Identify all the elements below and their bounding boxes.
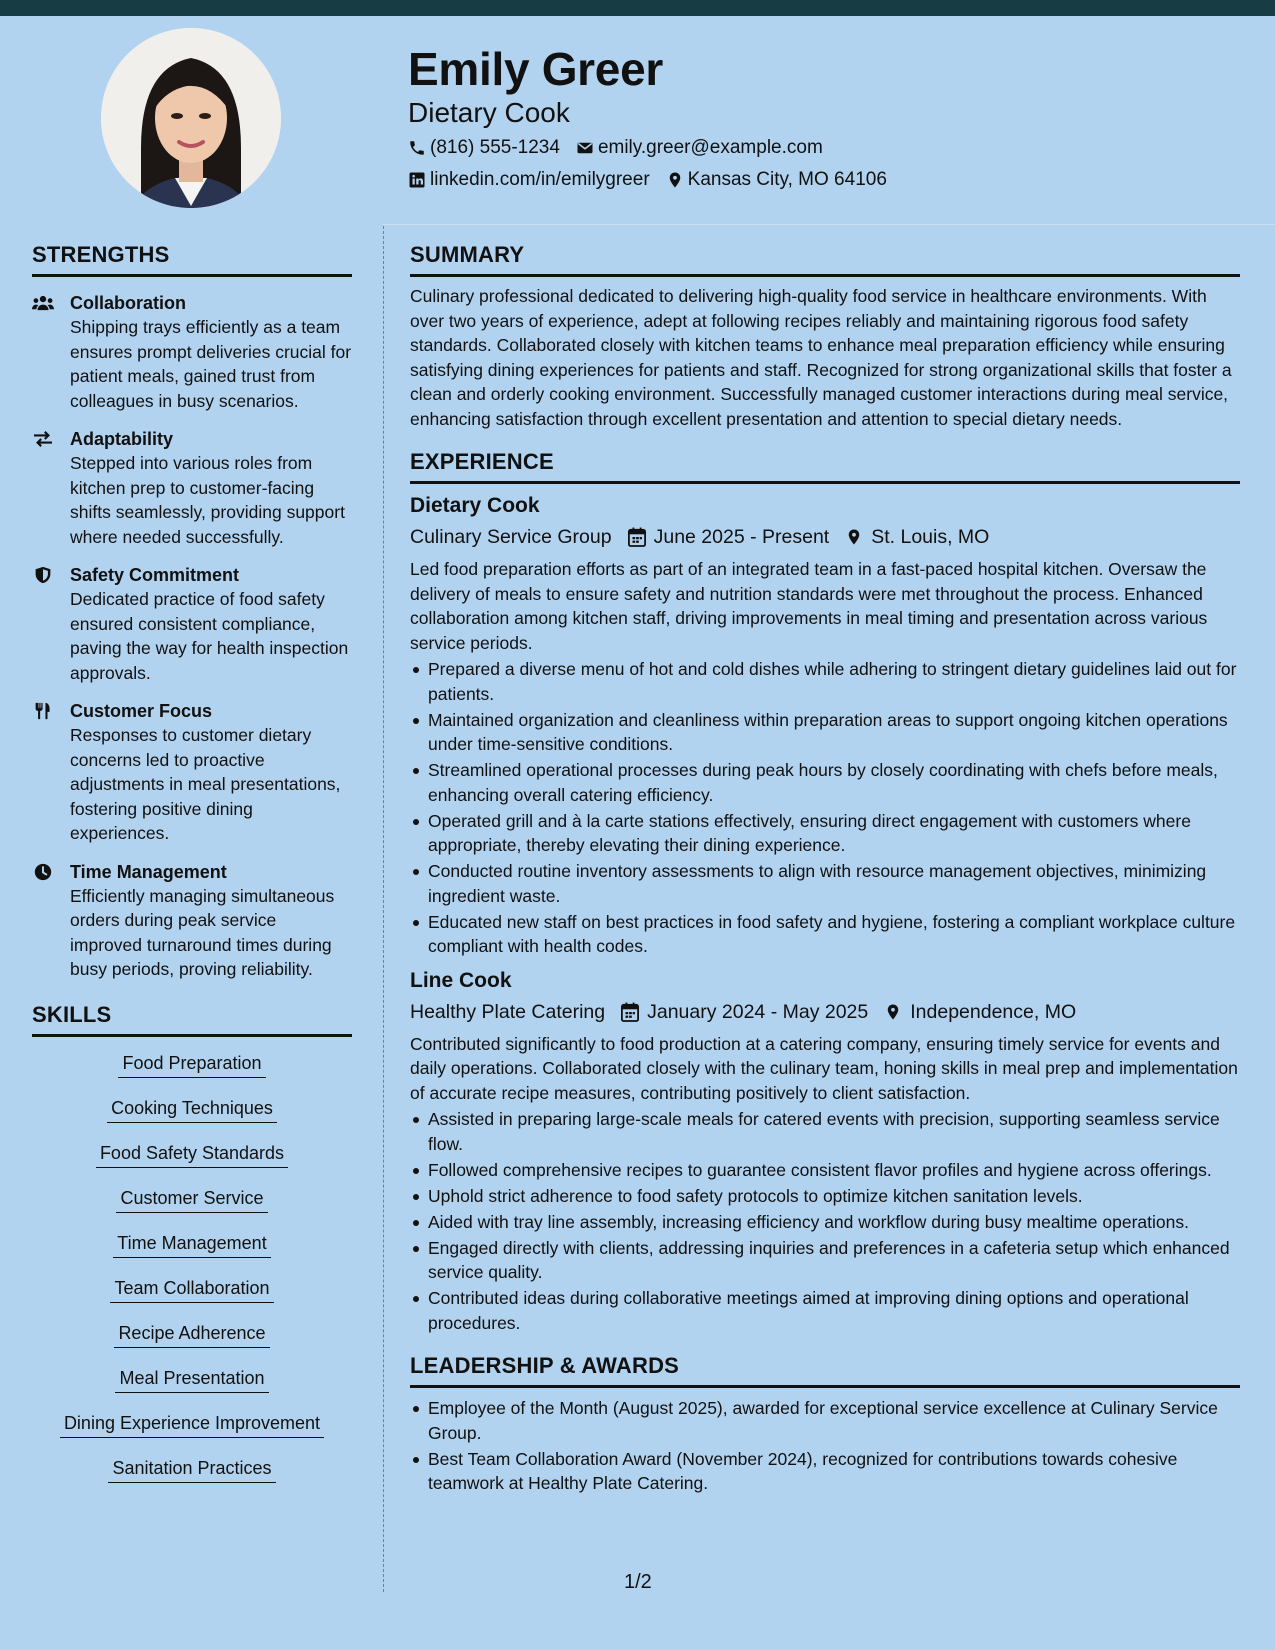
skill-tag: Sanitation Practices xyxy=(108,1456,275,1483)
candidate-name: Emily Greer xyxy=(408,43,663,95)
linkedin-contact[interactable] xyxy=(408,164,650,196)
section-rule xyxy=(410,481,1240,484)
summary-heading: SUMMARY xyxy=(410,242,525,267)
bullet-item: Assisted in preparing large-scale meals for catered events with precision, supporting seamless service flow. xyxy=(410,1107,1240,1156)
bullet-item: Operated grill and à la carte stations effectively, ensuring direct engagement with customers where appropriate, thereby elevating their dining experience. xyxy=(410,809,1240,858)
strength-title: Adaptability xyxy=(70,429,174,449)
bullet-item: Aided with tray line assembly, increasing efficiency and workflow during busy mealtime operations. xyxy=(410,1210,1240,1235)
skill-tag: Time Management xyxy=(113,1231,270,1258)
bullet-item: Educated new staff on best practices in food safety and hygiene, fostering a compliant workplace culture compliant with health codes. xyxy=(410,910,1240,959)
map-pin-icon xyxy=(845,527,863,547)
skill-tag: Recipe Adherence xyxy=(114,1321,269,1348)
job-description: Contributed significantly to food production at a catering company, ensuring timely service for events and daily operations. Collaborated closely with the culinary team, honing skills in meal prep and implementation of accurate recipe measures, contributing positively to client satisfaction. xyxy=(410,1033,1238,1103)
email-contact[interactable] xyxy=(576,132,823,164)
job-dates: June 2025 - Present xyxy=(653,526,830,548)
right-column xyxy=(410,240,1240,1497)
email-address[interactable]: emily.greer@example.com xyxy=(597,137,823,158)
phone-contact xyxy=(408,132,560,164)
strength-item xyxy=(32,860,352,982)
calendar-icon xyxy=(628,527,646,547)
skill-tag: Meal Presentation xyxy=(115,1366,268,1393)
skill-tag: Team Collaboration xyxy=(110,1276,273,1303)
phone-icon xyxy=(408,139,426,157)
header-divider xyxy=(383,224,1275,225)
linkedin-icon xyxy=(408,171,426,189)
location-contact xyxy=(666,164,887,196)
bullet-item: Streamlined operational processes during peak hours by closely coordinating with chefs before meals, enhancing overall catering efficiency. xyxy=(410,758,1240,807)
utensils-icon xyxy=(32,702,54,720)
strength-desc: Stepped into various roles from kitchen prep to customer-facing shifts seamlessly, providing support where needed successfully. xyxy=(70,453,345,547)
section-rule xyxy=(410,274,1240,277)
awards-list xyxy=(410,1396,1240,1496)
shield-icon xyxy=(32,566,54,584)
users-icon xyxy=(32,294,54,312)
job-description: Led food preparation efforts as part of an integrated team in a fast-paced hospital kitchen. Oversaw the delivery of meals to ensure safety and nutrition standards were met throughout the process. Enhanced collaboration among kitchen staff, driving improvements in meal timing and presentation across various service periods. xyxy=(410,559,1208,653)
arrows-exchange-icon xyxy=(32,430,54,448)
job-bullets xyxy=(410,1107,1240,1335)
map-pin-icon xyxy=(884,1002,902,1022)
strength-title: Time Management xyxy=(70,861,227,882)
job-location: Independence, MO xyxy=(910,1000,1077,1023)
section-rule xyxy=(32,274,352,277)
skill-tag: Dining Experience Improvement xyxy=(60,1411,324,1438)
job-entry xyxy=(410,492,1240,959)
bullet-item: Uphold strict adherence to food safety protocols to optimize kitchen sanitation levels. xyxy=(410,1184,1240,1209)
award-item: Best Team Collaboration Award (November 2024), recognized for contributions towards cohesive teamwork at Healthy Plate Catering. xyxy=(410,1447,1240,1496)
phone-number: (816) 555-1234 xyxy=(430,137,560,158)
award-item: Employee of the Month (August 2025), awarded for exceptional service excellence at Culinary Service Group. xyxy=(410,1396,1240,1445)
job-location: St. Louis, MO xyxy=(871,526,990,548)
profile-photo xyxy=(101,28,281,208)
map-pin-icon xyxy=(666,171,684,189)
strength-title: Collaboration xyxy=(70,293,186,313)
strength-title: Safety Commitment xyxy=(70,565,240,585)
bullet-item: Prepared a diverse menu of hot and cold dishes while adhering to stringent dietary guidelines laid out for patients. xyxy=(410,657,1240,706)
strength-item xyxy=(32,699,352,846)
top-bar xyxy=(0,0,1275,16)
strengths-heading: STRENGTHS xyxy=(32,242,170,267)
column-divider xyxy=(383,226,384,1592)
strength-desc: Dedicated practice of food safety ensured consistent compliance, paving the way for health inspection approvals. xyxy=(70,589,349,683)
clock-icon xyxy=(32,863,54,881)
bullet-item: Followed comprehensive recipes to guarantee consistent flavor profiles and hygiene across offerings. xyxy=(410,1158,1240,1183)
bullet-item: Maintained organization and cleanliness within preparation areas to support ongoing kitchen operations under time-sensitive conditions. xyxy=(410,708,1240,757)
job-title: Line Cook xyxy=(410,968,512,992)
candidate-title: Dietary Cook xyxy=(408,97,570,128)
strength-desc: Responses to customer dietary concerns led to proactive adjustments in meal presentations, fostering positive dining experiences. xyxy=(70,725,341,843)
job-title: Dietary Cook xyxy=(410,494,540,517)
job-company: Culinary Service Group xyxy=(410,526,612,548)
skills-section xyxy=(32,1000,352,1501)
job-entry xyxy=(410,967,1240,1336)
skills-heading: SKILLS xyxy=(32,1001,112,1027)
experience-heading: EXPERIENCE xyxy=(410,449,554,474)
summary-text: Culinary professional dedicated to delivering high-quality food service in healthcare environments. With over two years of experience, adept at following recipes reliably and maintaining rigorous food safety standards. Collaborated closely with kitchen teams to enhance meal preparation efficiency while ensuring satisfying dining experiences for patients and staff. Recognized for strong organizational skills that foster a clean and orderly cooking environment. Successfully managed customer interactions during meal service, enhancing satisfaction through excellent presentation and attention to special dietary needs. xyxy=(410,286,1232,429)
skill-tag: Customer Service xyxy=(116,1186,267,1213)
strength-title: Customer Focus xyxy=(70,701,213,721)
bullet-item: Conducted routine inventory assessments to align with resource management objectives, minimizing ingredient waste. xyxy=(410,859,1240,908)
skill-tag: Cooking Techniques xyxy=(107,1096,277,1123)
strength-desc: Shipping trays efficiently as a team ensures prompt deliveries crucial for patient meals, gained trust from colleagues in busy scenarios. xyxy=(70,317,352,411)
left-column xyxy=(32,240,352,1501)
linkedin-url[interactable]: linkedin.com/in/emilygreer xyxy=(430,169,650,190)
strength-item xyxy=(32,563,352,685)
bullet-item: Contributed ideas during collaborative meetings aimed at improving dining options and operational procedures. xyxy=(410,1286,1240,1335)
page-number: 1/2 xyxy=(624,1571,652,1593)
location-text: Kansas City, MO 64106 xyxy=(687,169,887,190)
calendar-icon xyxy=(621,1002,639,1022)
header xyxy=(408,40,1248,196)
awards-heading: LEADERSHIP & AWARDS xyxy=(410,1353,680,1378)
strength-item xyxy=(32,427,352,549)
skill-tag: Food Preparation xyxy=(118,1051,265,1078)
job-bullets xyxy=(410,657,1240,959)
bullet-item: Engaged directly with clients, addressing inquiries and preferences in a cafeteria setup which enhanced service quality. xyxy=(410,1236,1240,1285)
envelope-icon xyxy=(576,139,594,157)
job-company: Healthy Plate Catering xyxy=(410,1000,606,1023)
strength-item xyxy=(32,291,352,413)
skill-tag: Food Safety Standards xyxy=(96,1141,288,1168)
section-rule xyxy=(32,1034,352,1037)
section-rule xyxy=(410,1385,1240,1388)
strength-desc: Efficiently managing simultaneous orders during peak service improved turnaround times during busy periods, proving reliability. xyxy=(70,885,335,979)
job-dates: January 2024 - May 2025 xyxy=(647,1000,869,1023)
